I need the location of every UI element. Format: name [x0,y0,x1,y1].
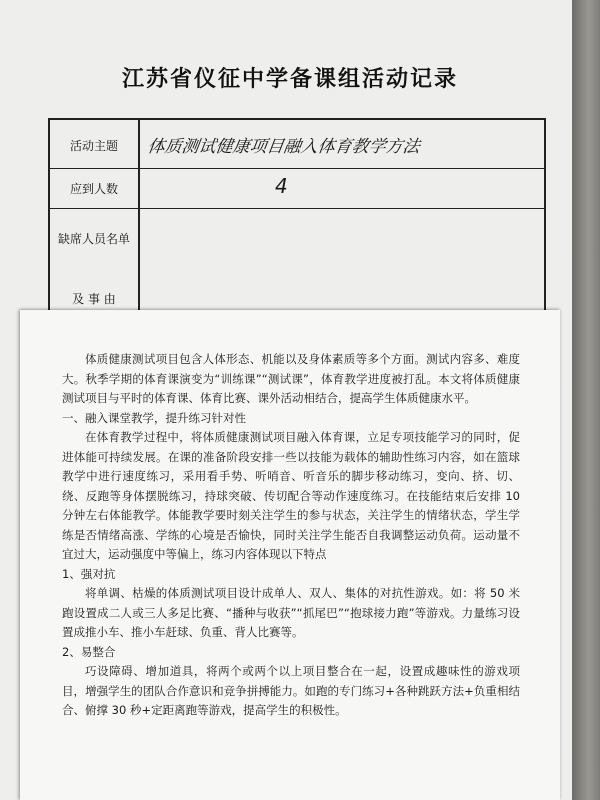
table-row-absentees [50,208,544,318]
paragraph: 在体育教学过程中，将体质健康测试项目融入体育课，立足专项技能学习的同时，促进体能可持续发展。在课的准备阶段安排一些以技能为载体的辅助性练习内容，如在篮球教学中进行速度练习，采用看手势、听哨音、听音乐的脚步移动练习，变向、挤、切、绕、反跑等身体摆脱练习，持球突破、传切配合等动作速度练习。在技能结束后安排 10 分钟左右体能教学。体能教学要时刻关注学生的参与状态，关注学生的情绪状态，学生学练是否情绪高涨、学练的心境是否愉快，同时关注学生能否自我调整运动负荷。运动量不宜过大，运动强度中等偏上，练习内容体现以下特点 [62,430,520,561]
section-heading: 2、易整合 [62,644,116,659]
page-title: 江苏省仪征中学备课组活动记录 [121,66,458,92]
attendance-label: 应到人数 [69,182,118,196]
record-table [48,118,546,318]
article-body [62,350,520,721]
binder-edge [572,0,600,800]
pasted-document [20,310,560,800]
topic-value: 体质测试健康项目融入体育教学方法 [146,137,422,157]
absentees-label-line2: 及 事 由 [72,292,116,306]
section-heading: 一、融入课堂教学，提升练习针对性 [62,410,246,425]
attendance-value: 4 [275,174,288,198]
paragraph: 将单调、枯燥的体质测试项目设计成单人、双人、集体的对抗性游戏。如：将 50 米跑设置成二人或三人多足比赛、“播种与收获”“抓尾巴”“抱球接力跑”等游戏。力量练习设置成推小车、推小车赶球、负重、背人比赛等。 [62,586,520,639]
table-row-topic [50,120,544,169]
paragraph: 体质健康测试项目包含人体形态、机能以及身体素质等多个方面。测试内容多、难度大。秋季学期的体育课演变为“训练课”“测试课”，体育教学进度被打乱。本文将体质健康测试项目与平时的体育课、体育比赛、课外活动相结合，提高学生体质健康水平。 [62,352,520,405]
table-row-attendance [50,168,544,209]
absentees-label: 缺席人员名单 [57,232,130,246]
topic-label: 活动主题 [69,139,118,153]
paragraph: 巧设障碍、增加道具，将两个或两个以上项目整合在一起，设置成趣味性的游戏项目，增强学生的团队合作意识和竞争拼搏能力。如跑的专门练习+各种跳跃方法+负重相结合、俯撑 30 秒+定距离跑等游戏，提高学生的积极性。 [62,664,520,717]
section-heading: 1、强对抗 [62,566,116,581]
